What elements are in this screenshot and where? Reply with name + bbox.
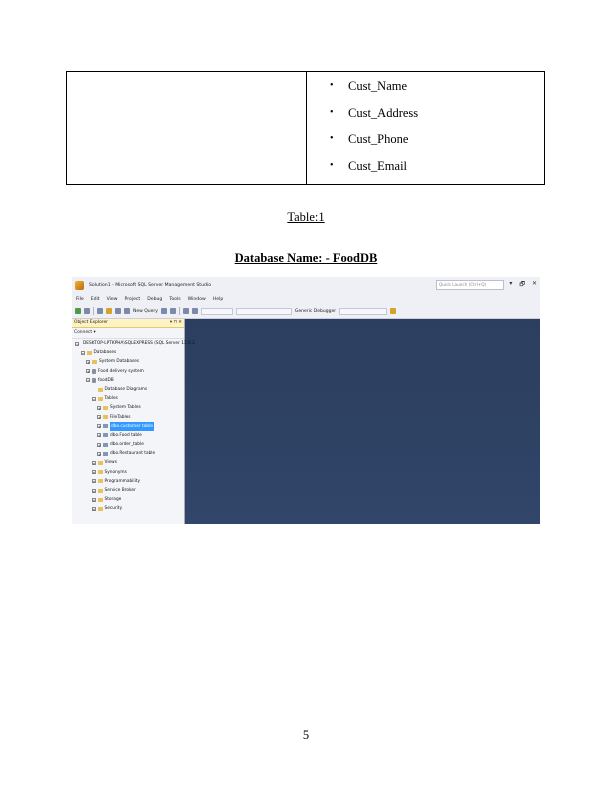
tree-node-label: dbo.order_table <box>110 442 144 448</box>
toolbar-separator <box>93 307 94 315</box>
object-explorer-title: Object Explorer <box>74 320 108 325</box>
tree-node-label: Programmability <box>104 478 140 484</box>
tree-node[interactable] <box>72 458 184 467</box>
undo-icon[interactable] <box>183 308 189 314</box>
folder-icon <box>98 397 103 401</box>
ssms-app-icon <box>75 281 84 290</box>
expand-toggle-icon[interactable]: + <box>92 462 96 467</box>
tree-node-label: Food delivery system <box>98 368 144 374</box>
database-icon <box>92 369 96 374</box>
tree-node-label: Service Broker <box>104 488 136 493</box>
tree-node-label: DESKTOP-LPTKPHA\SQLEXPRESS (SQL Server 11.0.2 <box>83 341 195 346</box>
connect-button[interactable]: Connect ▾ <box>74 330 96 335</box>
expand-toggle-icon[interactable]: − <box>92 397 96 402</box>
bullet-icon: • <box>330 133 334 145</box>
expand-toggle-icon[interactable]: + <box>98 434 101 439</box>
expand-toggle-icon[interactable]: + <box>92 471 96 476</box>
tree-node[interactable] <box>72 403 184 412</box>
restore-icon[interactable]: 🗗 <box>519 281 525 288</box>
table-caption: Table:1 <box>287 210 325 224</box>
folder-icon <box>92 360 97 364</box>
query-icon-2[interactable] <box>170 308 176 314</box>
save-icon[interactable] <box>115 308 121 314</box>
tree-node-label: FileTables <box>110 414 131 420</box>
attribute-label: Cust_Phone <box>348 132 409 147</box>
table-left-cell <box>67 72 307 184</box>
ssms-body <box>72 319 540 524</box>
table-icon <box>103 452 108 456</box>
menu-item-file[interactable]: File <box>76 296 84 302</box>
tree-node[interactable] <box>72 440 184 449</box>
tree-node[interactable] <box>72 468 184 477</box>
folder-icon <box>98 489 103 493</box>
folder-icon <box>98 479 103 483</box>
menu-item-view[interactable]: View <box>106 296 118 302</box>
expand-toggle-icon[interactable]: − <box>76 342 79 347</box>
folder-icon <box>87 351 92 355</box>
menu-item-edit[interactable]: Edit <box>90 296 100 302</box>
tree-node[interactable] <box>72 367 184 376</box>
menu-item-project[interactable]: Project <box>124 296 141 302</box>
tree-node[interactable] <box>72 339 195 348</box>
back-icon[interactable] <box>75 308 81 314</box>
expand-toggle-icon[interactable]: − <box>87 379 90 384</box>
attribute-item <box>330 78 418 105</box>
attribute-item <box>330 131 418 158</box>
tree-node-label: Synonyms <box>104 469 127 475</box>
object-explorer-toolbar <box>72 328 184 339</box>
expand-toggle-icon[interactable]: + <box>98 452 101 457</box>
object-explorer-header <box>72 319 184 328</box>
new-query-button[interactable]: New Query <box>133 308 158 314</box>
tree-node[interactable] <box>72 357 184 366</box>
database-icon <box>92 378 96 383</box>
bullet-icon: • <box>330 106 334 118</box>
folder-icon <box>98 388 103 392</box>
close-icon[interactable]: ✕ <box>531 280 537 287</box>
toolbar <box>72 304 540 319</box>
ssms-screenshot <box>72 277 540 524</box>
query-icon[interactable] <box>161 308 167 314</box>
debugger-combo[interactable]: Generic Debugger <box>294 308 337 314</box>
new-project-icon[interactable] <box>97 308 103 314</box>
menu-item-tools[interactable]: Tools <box>169 296 181 302</box>
attribute-label: Cust_Address <box>348 105 419 120</box>
document-area <box>185 319 540 524</box>
minimize-icon[interactable]: ▾ <box>509 280 513 287</box>
forward-icon[interactable] <box>84 308 90 314</box>
expand-toggle-icon[interactable]: − <box>81 351 85 356</box>
folder-icon <box>98 498 103 502</box>
toolbar-separator <box>179 307 180 315</box>
menu-item-debug[interactable]: Debug <box>147 296 163 302</box>
expand-toggle-icon[interactable]: + <box>87 370 90 375</box>
tree-node-label: Views <box>104 460 117 466</box>
tree-node-label: Tables <box>104 396 118 402</box>
table-icon <box>103 443 108 447</box>
folder-icon <box>98 461 103 465</box>
open-file-icon[interactable] <box>106 308 112 314</box>
save-all-icon[interactable] <box>124 308 130 314</box>
find-combo[interactable] <box>339 308 387 315</box>
tree-node[interactable] <box>72 477 184 486</box>
tree-node-label: dbo.Restaurant table <box>110 451 156 457</box>
expand-toggle-icon[interactable]: + <box>92 498 96 503</box>
window-title: Solution1 - Microsoft SQL Server Management Studio <box>89 283 212 288</box>
window-titlebar <box>72 277 540 294</box>
tree-node[interactable] <box>72 449 184 458</box>
tree-node[interactable] <box>72 348 184 357</box>
object-explorer-panel <box>72 319 195 524</box>
tree-node[interactable] <box>72 422 184 431</box>
window-controls <box>509 280 537 290</box>
tree-node[interactable] <box>72 376 184 385</box>
expand-toggle-icon[interactable]: + <box>92 507 96 512</box>
tree-node[interactable] <box>72 495 184 504</box>
tree-node[interactable] <box>72 486 184 495</box>
tree-node-label: foodDB <box>98 377 114 383</box>
object-explorer-tree <box>72 339 195 514</box>
bullet-icon: • <box>330 159 334 171</box>
attribute-label: Cust_Name <box>348 79 408 93</box>
tree-node[interactable] <box>72 413 184 422</box>
pin-icon[interactable]: ▾ ⊓ ✕ <box>169 320 182 325</box>
tree-node-label: System Tables <box>110 405 141 411</box>
redo-icon[interactable] <box>192 308 198 314</box>
attribute-list <box>330 78 418 184</box>
expand-toggle-icon[interactable]: + <box>92 480 96 485</box>
tree-node-label: dbo.customer table <box>110 422 154 431</box>
folder-icon <box>103 415 108 419</box>
database-combo[interactable] <box>201 308 233 315</box>
folder-icon <box>98 470 103 474</box>
tree-node-label: Databases <box>93 350 117 356</box>
solution-combo[interactable] <box>236 308 292 315</box>
menu-item-window[interactable]: Window <box>187 296 206 302</box>
folder-icon <box>103 406 108 410</box>
tree-node-label: Storage <box>104 497 122 503</box>
table-icon <box>103 433 108 437</box>
expand-toggle-icon[interactable]: + <box>98 406 101 411</box>
expand-toggle-icon[interactable]: + <box>98 416 101 421</box>
attribute-table <box>66 71 545 185</box>
tree-node[interactable] <box>72 431 184 440</box>
tree-node[interactable] <box>72 394 184 403</box>
attribute-item <box>330 158 418 185</box>
expand-toggle-icon[interactable]: + <box>98 443 101 448</box>
folder-icon <box>98 507 103 511</box>
tree-node-label: Security <box>104 506 123 512</box>
tree-node-label: Database Diagrams <box>104 386 148 392</box>
attribute-label: Cust_Email <box>348 158 408 173</box>
page-number: 5 <box>302 728 310 742</box>
bullet-icon: • <box>330 80 334 91</box>
expand-toggle-icon[interactable] <box>92 388 96 392</box>
menu-item-help[interactable]: Help <box>212 296 224 302</box>
table-icon <box>103 424 108 428</box>
menu-bar <box>72 294 540 304</box>
database-caption: Database Name: - FoodDB <box>234 251 378 265</box>
quick-launch-input[interactable]: Quick Launch (Ctrl+Q) <box>436 280 504 290</box>
tree-node[interactable] <box>72 385 184 394</box>
expand-toggle-icon[interactable]: + <box>87 360 90 365</box>
attribute-item <box>330 105 418 132</box>
properties-icon[interactable] <box>390 308 396 314</box>
table-right-cell <box>307 72 544 184</box>
tree-node[interactable] <box>72 504 184 513</box>
expand-toggle-icon[interactable]: + <box>92 489 96 494</box>
expand-toggle-icon[interactable]: + <box>98 425 101 430</box>
tree-node-label: dbo.Food table <box>110 432 142 438</box>
tree-node-label: System Databases <box>99 359 140 365</box>
